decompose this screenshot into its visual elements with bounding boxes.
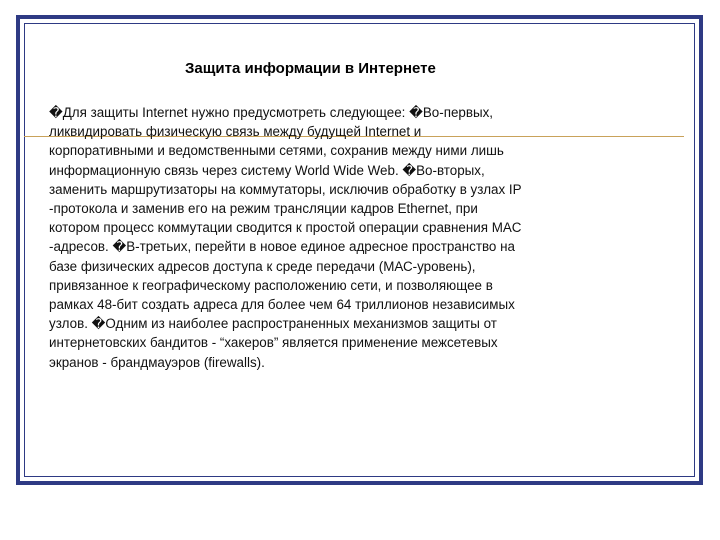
body-line: интернетовских бандитов - “хакеров” является применение межсетевых [49, 335, 498, 351]
body-line: -адресов. �В-третьих, перейти в новое единое адресное пространство на [49, 239, 515, 255]
body-line: привязанное к географическому расположению сети, и позволяющее в [49, 277, 493, 293]
body-line: рамках 48-бит создать адреса для более чем 64 триллионов независимых [49, 297, 515, 313]
slide-body-text [49, 103, 629, 372]
body-line: заменить маршрутизаторы на коммутаторы, исключив обработку в узлах IP [49, 181, 522, 197]
body-line: �Для защиты Internet нужно предусмотреть следующее: �Во-первых, [49, 105, 493, 120]
body-line: ликвидировать физическую связь между будущей Internet и [49, 124, 422, 140]
body-line: экранов - брандмауэров (firewalls). [49, 354, 265, 370]
slide-title: Защита информации в Интернете [185, 60, 436, 77]
body-line: корпоративными и ведомственными сетями, сохранив между ними лишь [49, 143, 504, 159]
body-line: информационную связь через систему World Wide Web. �Во-вторых, [49, 162, 485, 178]
body-line: базе физических адресов доступа к среде передачи (МАС-уровень), [49, 258, 476, 274]
body-line: узлов. �Одним из наиболее распространенных механизмов защиты от [49, 316, 497, 332]
body-line: котором процесс коммутации сводится к простой операции сравнения MAC [49, 220, 522, 236]
body-line: -протокола и заменив его на режим трансляции кадров Ethernet, при [49, 201, 478, 217]
